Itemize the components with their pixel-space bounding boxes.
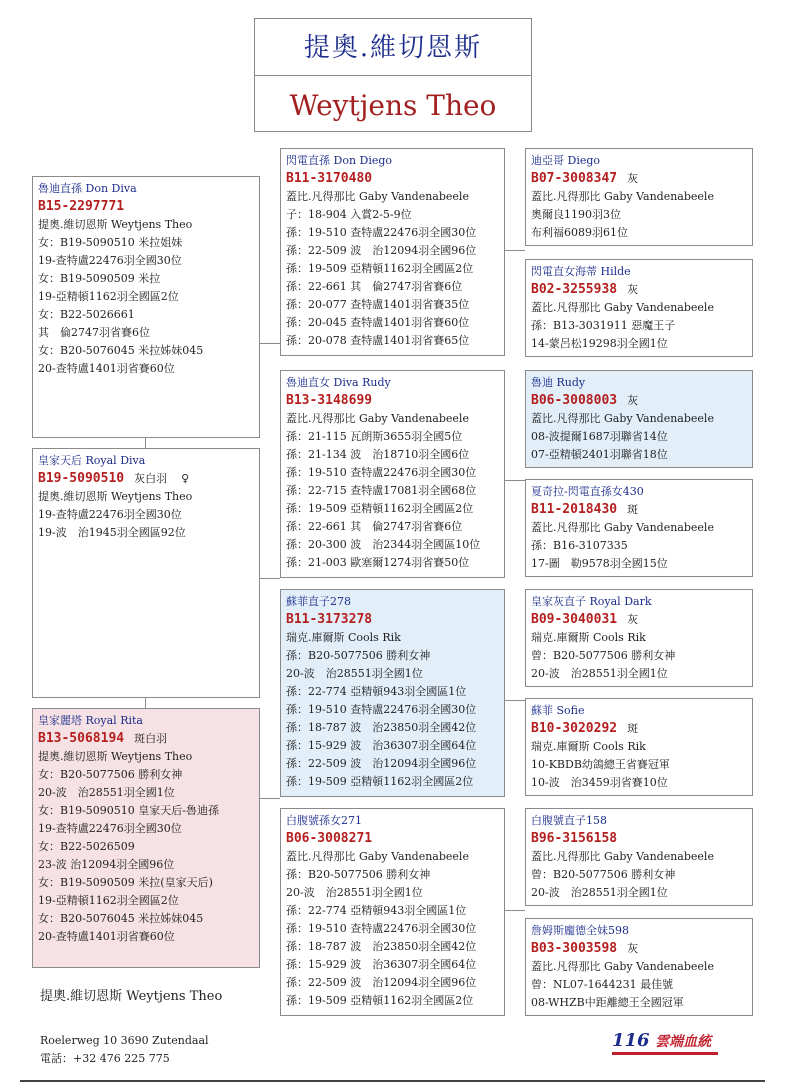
pedigree-line: 20-波 治28551羽全國1位 [38,786,175,799]
pigeon-name: 閃電直女海蒂 Hilde [531,265,631,278]
pigeon-card-dam-line[interactable] [32,708,260,968]
pedigree-line: 蓋比.凡得那比 Gaby Vandenabeele [531,850,714,863]
pedigree-line: 孫：19-509 亞精頓1162羽全國區2位 [286,502,474,515]
pedigree-line: 19-亞精頓1162羽全國區2位 [38,290,179,303]
pedigree-line: 女：B20-5076045 米拉姊妹045 [38,344,204,357]
pigeon-card-subject[interactable] [32,176,260,438]
pedigree-line: 女：B19-5090510 米拉姐妹 [38,236,183,249]
pedigree-line: 19-波 治1945羽全國區92位 [38,526,186,539]
pedigree-line: 08-WHZB中距離總王全國冠軍 [531,996,684,1009]
pedigree-line: 孫：22-774 亞精頓943羽全國區1位 [286,685,467,698]
pigeon-name: 迪亞哥 Diego [531,154,601,167]
pedigree-line: 孫：19-510 查特盧22476羽全國30位 [286,226,477,239]
pedigree-line: 曾：NL07-1644231 最佳號 [531,978,674,991]
pedigree-line: 孫：20-078 查特盧1401羽省賽65位 [286,334,470,347]
pedigree-line: 孫：22-774 亞精頓943羽全國區1位 [286,904,467,917]
pedigree-line: 孫：22-661 其 倫2747羽省賽6位 [286,280,463,293]
pedigree-line: 孫：21-134 波 治18710羽全國6位 [286,448,470,461]
pedigree-line: 14-蒙呂松19298羽全國1位 [531,337,668,350]
pedigree-line: 19-查特盧22476羽全國30位 [38,254,182,267]
logo-number: 116 [612,1030,650,1051]
ring-number: B13-5068194 斑白羽 [38,731,168,746]
pedigree-line: 孫：19-509 亞精頓1162羽全國區2位 [286,262,474,275]
pedigree-line: 孫：B20-5077506 勝利女神 [286,868,431,881]
pedigree-line: 孫：22-715 查特盧17081羽全國68位 [286,484,477,497]
pedigree-line: 孫：22-509 波 治12094羽全國96位 [286,757,477,770]
pigeon-name: 白腹號孫女271 [286,814,362,827]
logo-underline [612,1052,718,1055]
pedigree-line: 曾：B20-5077506 勝利女神 [531,868,676,881]
connector-line [505,250,525,251]
pedigree-line: 孫：20-300 波 治2344羽全國區10位 [286,538,481,551]
pigeon-name: 白腹號直子158 [531,814,607,827]
ring-number: B07-3008347 灰 [531,171,639,186]
pigeon-card-ggparent[interactable] [280,148,505,356]
pedigree-line: 布利福6089羽61位 [531,226,628,239]
pedigree-line: 孫：22-509 波 治12094羽全國96位 [286,244,477,257]
connector-line [505,480,525,481]
pedigree-line: 蓋比.凡得那比 Gaby Vandenabeele [531,412,714,425]
pedigree-line: 蓋比.凡得那比 Gaby Vandenabeele [531,521,714,534]
pigeon-name: 皇家麗塔 Royal Rita [38,714,143,727]
breeder-contact [40,1032,209,1068]
pedigree-line: 08-波提爾1687羽聯省14位 [531,430,668,443]
ring-number: B15-2297771 [38,199,125,214]
ring-number: B10-3020292 斑 [531,721,639,736]
pedigree-line: 孫：B16-3107335 [531,539,628,552]
pigeon-name: 夏奇拉-閃電直孫女430 [531,485,644,498]
ring-number: B03-3003598 灰 [531,941,639,956]
connector-line [260,798,280,799]
pigeon-name: 魯迪直孫 Don Diva [38,182,137,195]
pigeon-name: 詹姆斯龐德全妹598 [531,924,629,937]
pigeon-card-ancestor[interactable] [525,370,753,468]
pedigree-line: 20-波 治28551羽全國1位 [286,667,423,680]
plumage-color: 灰 [627,394,639,407]
pedigree-line: 子：18-904 入賞2-5-9位 [286,208,412,221]
pedigree-line: 孫：18-787 波 治23850羽全國42位 [286,940,477,953]
connector-line [260,343,280,344]
pedigree-line: 孫：19-509 亞精頓1162羽全國區2位 [286,994,474,1007]
pedigree-line: 孫：15-929 波 治36307羽全國64位 [286,739,477,752]
page-title-chinese: 提奧.維切恩斯 [303,33,483,63]
pigeon-card-ggparent[interactable] [280,370,505,578]
pedigree-line: 孫：19-510 查特盧22476羽全國30位 [286,703,477,716]
pigeon-name: 蘇菲直子278 [286,595,351,608]
pedigree-line: 孫：21-115 瓦朗斯3655羽全國5位 [286,430,463,443]
ring-number: B09-3040031 灰 [531,612,639,627]
pedigree-line: 女：B20-5076045 米拉姊妹045 [38,912,204,925]
pedigree-line: 孫：B20-5077506 勝利女神 [286,649,431,662]
pedigree-line: 女：B19-5090510 皇家天后-魯迪孫 [38,804,219,817]
pedigree-line: 20-查特盧1401羽省賽60位 [38,930,175,943]
plumage-color: 斑 [627,722,639,735]
pedigree-line: 提奧.維切恩斯 Weytjens Theo [38,490,193,503]
pedigree-line: 女：B19-5090509 米拉 [38,272,161,285]
pedigree-line: 孫：19-510 查特盧22476羽全國30位 [286,466,477,479]
pigeon-name: 閃電直孫 Don Diego [286,154,393,167]
plumage-color: 灰 [627,283,639,296]
pigeon-card-ancestor[interactable] [525,148,753,246]
connector-line [505,700,525,701]
pedigree-line: 曾：B20-5077506 勝利女神 [531,649,676,662]
pedigree-line: 19-查特盧22476羽全國30位 [38,508,182,521]
connector-line [145,438,146,448]
ring-number: B96-3156158 [531,831,618,846]
pedigree-line: 19-查特盧22476羽全國30位 [38,822,182,835]
connector-line [505,910,525,911]
pedigree-line: 20-查特盧1401羽省賽60位 [38,362,175,375]
pedigree-line: 10-波 治3459羽省賽10位 [531,776,668,789]
plumage-color: 灰白羽 [134,472,168,485]
pigeon-name: 魯迪直女 Diva Rudy [286,376,391,389]
pedigree-line: 女：B22-5026509 [38,840,135,853]
pigeon-name: 皇家灰直子 Royal Dark [531,595,652,608]
pedigree-line: 瑞克.庫爾斯 Cools Rik [286,631,401,644]
pedigree-line: 孫：15-929 波 治36307羽全國64位 [286,958,477,971]
pedigree-line: 孫：19-509 亞精頓1162羽全國區2位 [286,775,474,788]
connector-line [145,698,146,708]
ring-number: B02-3255938 灰 [531,282,639,297]
ring-number: B06-3008003 灰 [531,393,639,408]
breeder-address: Roelerweg 10 3690 Zutendaal [40,1034,209,1047]
pigeon-card-ancestor[interactable] [525,698,753,796]
pigeon-name: 魯迪 Rudy [531,376,586,389]
pigeon-card-ggparent[interactable] [280,808,505,1016]
pedigree-line: 孫：18-787 波 治23850羽全國42位 [286,721,477,734]
plumage-color: 灰 [627,942,639,955]
ring-number: B11-2018430 斑 [531,502,639,517]
breeder-phone: 電話：+32 476 225 775 [40,1052,170,1065]
pigeon-card-ancestor[interactable] [525,589,753,687]
connector-line [260,578,280,579]
pedigree-line: 蓋比.凡得那比 Gaby Vandenabeele [531,190,714,203]
ring-number: B13-3148699 [286,393,373,408]
pigeon-card-sire-line[interactable] [32,448,260,698]
title-box [254,18,532,132]
pedigree-line: 孫：22-661 其 倫2747羽省賽6位 [286,520,463,533]
pigeon-card-ggparent[interactable] [280,589,505,797]
pedigree-line: 孫：20-077 查特盧1401羽省賽35位 [286,298,470,311]
ring-number: B11-3170480 [286,171,373,186]
pigeon-card-ancestor[interactable] [525,259,753,357]
pedigree-line: 女：B19-5090509 米拉(皇家天后) [38,876,213,889]
breeder-name: 提奧.維切恩斯 Weytjens Theo [40,989,223,1004]
pedigree-line: 07-亞精頓2401羽聯省18位 [531,448,668,461]
logo-text: 雲端血統 [655,1034,712,1050]
pedigree-line: 20-波 治28551羽全國1位 [531,886,668,899]
page-title-english: Weytjens Theo [289,89,497,122]
pedigree-line: 孫：21-003 歐塞爾1274羽省賽50位 [286,556,470,569]
pigeon-card-ancestor[interactable] [525,918,753,1016]
pedigree-line: 瑞克.庫爾斯 Cools Rik [531,740,646,753]
plumage-color: 灰 [627,613,639,626]
pedigree-line: 女：B20-5077506 勝利女神 [38,768,183,781]
pigeon-name: 蘇菲 Sofie [531,704,585,717]
pedigree-line: 20-波 治28551羽全國1位 [531,667,668,680]
pedigree-line: 蓋比.凡得那比 Gaby Vandenabeele [286,412,469,425]
plumage-color: 斑 [627,503,639,516]
pedigree-line: 蓋比.凡得那比 Gaby Vandenabeele [531,301,714,314]
pedigree-line: 蓋比.凡得那比 Gaby Vandenabeele [531,960,714,973]
pedigree-line: 孫：22-509 波 治12094羽全國96位 [286,976,477,989]
pedigree-line: 蓋比.凡得那比 Gaby Vandenabeele [286,850,469,863]
pedigree-line: 23-波 治12094羽全國96位 [38,858,175,871]
pedigree-line: 女：B22-5026661 [38,308,135,321]
plumage-color: 斑白羽 [134,732,168,745]
pedigree-line: 孫：20-045 查特盧1401羽省賽60位 [286,316,470,329]
pedigree-line: 孫：B13-3031911 惡魔王子 [531,319,676,332]
ring-number: B19-5090510 灰白羽 ♀ [38,471,190,486]
title-divider [255,75,531,76]
pedigree-line: 17-圖 勒9578羽全國15位 [531,557,668,570]
pedigree-line: 19-亞精頓1162羽全國區2位 [38,894,179,907]
ring-number: B06-3008271 [286,831,373,846]
pedigree-line: 奧爾良1190羽3位 [531,208,621,221]
plumage-color: 灰 [627,172,639,185]
pedigree-line: 20-波 治28551羽全國1位 [286,886,423,899]
ring-number: B11-3173278 [286,612,373,627]
page-bottom-rule [20,1080,765,1082]
pedigree-line: 瑞克.庫爾斯 Cools Rik [531,631,646,644]
pedigree-line: 提奧.維切恩斯 Weytjens Theo [38,218,193,231]
pigeon-name: 皇家天后 Royal Diva [38,454,146,467]
pedigree-line: 其 倫2747羽省賽6位 [38,326,150,339]
pigeon-card-ancestor[interactable] [525,479,753,577]
pigeon-card-ancestor[interactable] [525,808,753,906]
site-logo[interactable] [612,1030,711,1051]
pedigree-line: 孫：19-510 查特盧22476羽全國30位 [286,922,477,935]
pedigree-line: 10-KBDB幼鴿總王省賽冠軍 [531,758,670,771]
sex-symbol: ♀ [181,472,190,485]
pedigree-line: 蓋比.凡得那比 Gaby Vandenabeele [286,190,469,203]
pedigree-line: 提奧.維切恩斯 Weytjens Theo [38,750,193,763]
